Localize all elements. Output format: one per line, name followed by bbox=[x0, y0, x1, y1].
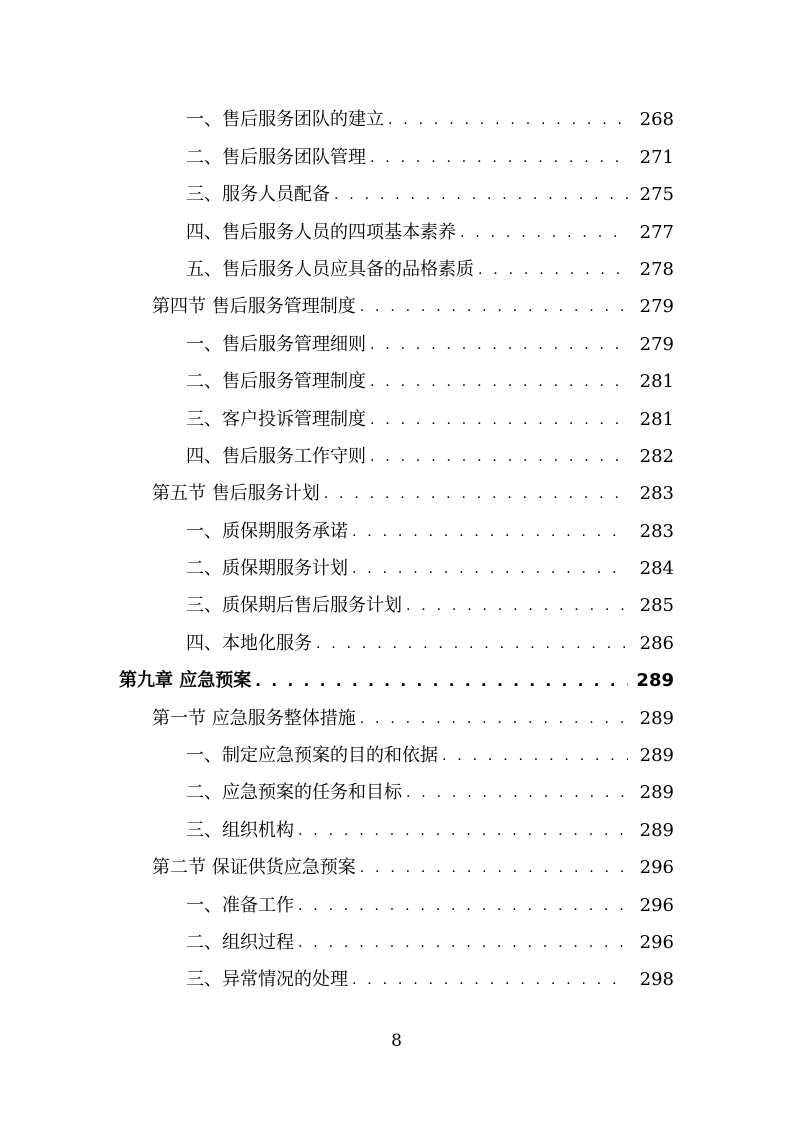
toc-entry-label: 三、异常情况的处理 bbox=[186, 969, 348, 991]
toc-entry-page: 281 bbox=[639, 371, 674, 393]
dot-leader bbox=[406, 782, 628, 804]
toc-entry[interactable] bbox=[0, 212, 793, 249]
dot-leader bbox=[352, 969, 628, 991]
toc-section-label: 第四节 售后服务管理制度 bbox=[152, 296, 356, 318]
toc-section-page: 283 bbox=[639, 483, 674, 505]
toc-entry-page: 268 bbox=[639, 109, 674, 131]
toc-entry[interactable] bbox=[0, 362, 793, 399]
dot-leader bbox=[442, 745, 628, 767]
toc-entry-page: 289 bbox=[639, 745, 674, 767]
toc-entry-page: 285 bbox=[639, 595, 674, 617]
toc-entry[interactable] bbox=[0, 324, 793, 361]
toc-entry[interactable] bbox=[0, 773, 793, 810]
toc-entry-label: 三、客户投诉管理制度 bbox=[186, 408, 366, 430]
toc-entry-label: 一、准备工作 bbox=[186, 894, 294, 916]
toc-section[interactable] bbox=[0, 848, 793, 885]
toc-entry-label: 二、组织过程 bbox=[186, 931, 294, 953]
dot-leader bbox=[324, 483, 628, 505]
dot-leader bbox=[334, 184, 628, 206]
toc-entry[interactable] bbox=[0, 885, 793, 922]
toc-entry-page: 284 bbox=[639, 558, 674, 580]
dot-leader bbox=[298, 932, 628, 954]
toc-entry[interactable] bbox=[0, 736, 793, 773]
toc-entry[interactable] bbox=[0, 549, 793, 586]
toc-section[interactable] bbox=[0, 474, 793, 511]
toc-entry-label: 二、售后服务管理制度 bbox=[186, 371, 366, 393]
dot-leader bbox=[370, 446, 628, 468]
toc-entry-label: 四、售后服务工作守则 bbox=[186, 445, 366, 467]
toc-entry[interactable] bbox=[0, 586, 793, 623]
toc-entry[interactable] bbox=[0, 810, 793, 847]
dot-leader bbox=[460, 222, 628, 244]
toc-entry-label: 三、组织机构 bbox=[186, 819, 294, 841]
toc-entry-page: 286 bbox=[639, 632, 674, 654]
toc-chapter-page: 289 bbox=[636, 670, 674, 692]
toc-entry-page: 296 bbox=[639, 931, 674, 953]
toc-entry-page: 289 bbox=[639, 782, 674, 804]
dot-leader bbox=[352, 521, 628, 543]
dot-leader bbox=[255, 670, 628, 692]
toc-entry-page: 278 bbox=[639, 258, 674, 280]
toc-section-label: 第二节 保证供货应急预案 bbox=[152, 857, 356, 879]
page-number: 8 bbox=[391, 1031, 402, 1051]
toc-section-page: 279 bbox=[639, 296, 674, 318]
toc-entry-page: 279 bbox=[639, 333, 674, 355]
toc-entry-label: 三、质保期后售后服务计划 bbox=[186, 595, 402, 617]
toc-entry-page: 281 bbox=[639, 408, 674, 430]
toc-entry-label: 一、质保期服务承诺 bbox=[186, 520, 348, 542]
dot-leader bbox=[360, 857, 628, 879]
dot-leader bbox=[370, 409, 628, 431]
toc-entry[interactable] bbox=[0, 137, 793, 174]
toc-entry-label: 二、应急预案的任务和目标 bbox=[186, 782, 402, 804]
toc-entry-label: 二、售后服务团队管理 bbox=[186, 146, 366, 168]
dot-leader bbox=[370, 147, 628, 169]
toc-entry[interactable] bbox=[0, 100, 793, 137]
toc-entry-label: 一、制定应急预案的目的和依据 bbox=[186, 745, 438, 767]
dot-leader bbox=[406, 595, 628, 617]
toc-entry[interactable] bbox=[0, 250, 793, 287]
dot-leader bbox=[388, 109, 628, 131]
toc-entry[interactable] bbox=[0, 175, 793, 212]
toc-chapter[interactable] bbox=[0, 661, 793, 698]
dot-leader bbox=[298, 820, 628, 842]
toc-entry-page: 271 bbox=[639, 146, 674, 168]
toc-entry[interactable] bbox=[0, 399, 793, 436]
table-of-contents bbox=[0, 100, 793, 997]
dot-leader bbox=[360, 296, 628, 318]
toc-entry[interactable] bbox=[0, 923, 793, 960]
toc-entry-label: 三、服务人员配备 bbox=[186, 184, 330, 206]
toc-entry-page: 298 bbox=[639, 969, 674, 991]
toc-entry-page: 282 bbox=[639, 445, 674, 467]
toc-section[interactable] bbox=[0, 287, 793, 324]
toc-section[interactable] bbox=[0, 698, 793, 735]
toc-entry-label: 四、本地化服务 bbox=[186, 632, 312, 654]
toc-section-page: 289 bbox=[639, 707, 674, 729]
toc-entry[interactable] bbox=[0, 437, 793, 474]
toc-entry-page: 289 bbox=[639, 819, 674, 841]
dot-leader bbox=[360, 708, 628, 730]
toc-entry-label: 二、质保期服务计划 bbox=[186, 558, 348, 580]
toc-entry-label: 五、售后服务人员应具备的品格素质 bbox=[186, 258, 474, 280]
toc-section-label: 第五节 售后服务计划 bbox=[152, 483, 320, 505]
dot-leader bbox=[370, 371, 628, 393]
toc-entry-page: 275 bbox=[639, 184, 674, 206]
dot-leader bbox=[478, 259, 628, 281]
toc-entry-page: 296 bbox=[639, 894, 674, 916]
dot-leader bbox=[352, 558, 628, 580]
toc-entry[interactable] bbox=[0, 960, 793, 997]
dot-leader bbox=[370, 334, 628, 356]
toc-entry-page: 277 bbox=[639, 221, 674, 243]
toc-section-label: 第一节 应急服务整体措施 bbox=[152, 707, 356, 729]
toc-chapter-label: 第九章 应急预案 bbox=[119, 670, 252, 692]
toc-entry[interactable] bbox=[0, 623, 793, 660]
toc-entry-label: 一、售后服务团队的建立 bbox=[186, 109, 384, 131]
toc-section-page: 296 bbox=[639, 857, 674, 879]
toc-entry-label: 一、售后服务管理细则 bbox=[186, 333, 366, 355]
toc-entry-page: 283 bbox=[639, 520, 674, 542]
dot-leader bbox=[298, 895, 628, 917]
toc-entry-label: 四、售后服务人员的四项基本素养 bbox=[186, 221, 456, 243]
toc-entry[interactable] bbox=[0, 511, 793, 548]
dot-leader bbox=[316, 633, 628, 655]
